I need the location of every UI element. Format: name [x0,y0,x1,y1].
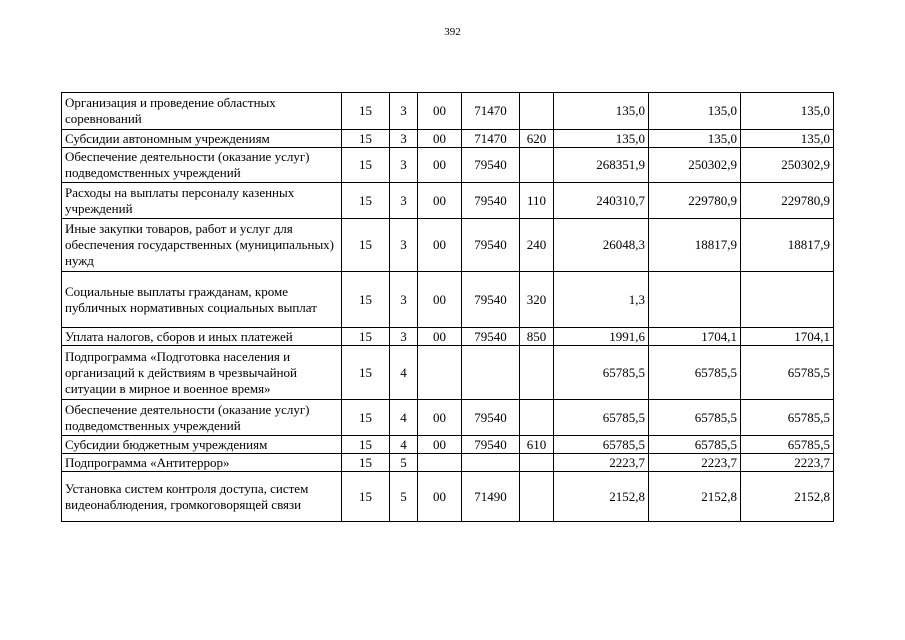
amount-year-3-cell: 135,0 [741,130,834,148]
amount-year-2-cell [649,272,741,328]
program-code-cell: 00 [418,130,462,148]
table-row [62,93,834,130]
amount-year-3-cell: 2152,8 [741,472,834,522]
chapter-code-cell: 15 [342,148,390,183]
subsection-code-cell: 3 [390,93,418,130]
row-name-cell: Установка систем контроля доступа, систем видеонаблюдения, громкоговорящей связи [62,472,342,522]
chapter-code-cell: 15 [342,400,390,436]
chapter-code-cell: 15 [342,436,390,454]
chapter-code-cell: 15 [342,454,390,472]
direction-code-cell: 71470 [462,130,520,148]
row-name-cell: Обеспечение деятельности (оказание услуг) подведомственных учреждений [62,148,342,183]
subsection-code-cell: 3 [390,183,418,219]
row-name-cell: Социальные выплаты гражданам, кроме публичных нормативных социальных выплат [62,272,342,328]
amount-year-2-cell: 65785,5 [649,400,741,436]
amount-year-3-cell: 65785,5 [741,436,834,454]
amount-year-2-cell: 1704,1 [649,328,741,346]
table-row [62,219,834,272]
direction-code-cell: 79540 [462,436,520,454]
amount-year-3-cell [741,272,834,328]
amount-year-1-cell: 65785,5 [554,400,649,436]
table-row [62,183,834,219]
amount-year-2-cell: 65785,5 [649,346,741,400]
program-code-cell [418,454,462,472]
direction-code-cell: 79540 [462,328,520,346]
program-code-cell: 00 [418,328,462,346]
subsection-code-cell: 3 [390,328,418,346]
amount-year-1-cell: 135,0 [554,130,649,148]
program-code-cell: 00 [418,148,462,183]
expense-type-code-cell: 850 [520,328,554,346]
row-name-cell: Подпрограмма «Антитеррор» [62,454,342,472]
table-row [62,472,834,522]
row-name-cell: Расходы на выплаты персоналу казенных учреждений [62,183,342,219]
amount-year-2-cell: 2223,7 [649,454,741,472]
expense-type-code-cell [520,400,554,436]
expense-type-code-cell [520,472,554,522]
program-code-cell: 00 [418,93,462,130]
direction-code-cell: 79540 [462,219,520,272]
amount-year-1-cell: 65785,5 [554,346,649,400]
subsection-code-cell: 3 [390,272,418,328]
direction-code-cell: 71470 [462,93,520,130]
amount-year-3-cell: 65785,5 [741,346,834,400]
amount-year-2-cell: 2152,8 [649,472,741,522]
subsection-code-cell: 5 [390,454,418,472]
amount-year-3-cell: 229780,9 [741,183,834,219]
direction-code-cell: 79540 [462,148,520,183]
amount-year-2-cell: 135,0 [649,130,741,148]
amount-year-2-cell: 65785,5 [649,436,741,454]
expense-type-code-cell: 320 [520,272,554,328]
amount-year-2-cell: 18817,9 [649,219,741,272]
program-code-cell: 00 [418,183,462,219]
subsection-code-cell: 3 [390,130,418,148]
expense-type-code-cell [520,148,554,183]
row-name-cell: Подпрограмма «Подготовка населения и организаций к действиям в чрезвычайной ситуации в мирное и военное время» [62,346,342,400]
amount-year-3-cell: 65785,5 [741,400,834,436]
expense-type-code-cell: 240 [520,219,554,272]
subsection-code-cell: 5 [390,472,418,522]
amount-year-2-cell: 135,0 [649,93,741,130]
chapter-code-cell: 15 [342,272,390,328]
amount-year-3-cell: 135,0 [741,93,834,130]
expense-type-code-cell [520,454,554,472]
expense-type-code-cell: 620 [520,130,554,148]
table-row [62,272,834,328]
amount-year-1-cell: 1,3 [554,272,649,328]
direction-code-cell: 71490 [462,472,520,522]
program-code-cell: 00 [418,272,462,328]
subsection-code-cell: 4 [390,346,418,400]
amount-year-1-cell: 268351,9 [554,148,649,183]
expense-type-code-cell [520,346,554,400]
table-row [62,148,834,183]
program-code-cell [418,346,462,400]
amount-year-1-cell: 2223,7 [554,454,649,472]
row-name-cell: Субсидии автономным учреждениям [62,130,342,148]
budget-table [61,92,834,522]
chapter-code-cell: 15 [342,219,390,272]
table-row [62,346,834,400]
program-code-cell: 00 [418,400,462,436]
amount-year-3-cell: 250302,9 [741,148,834,183]
amount-year-2-cell: 229780,9 [649,183,741,219]
expense-type-code-cell: 610 [520,436,554,454]
row-name-cell: Обеспечение деятельности (оказание услуг) подведомственных учреждений [62,400,342,436]
direction-code-cell [462,454,520,472]
row-name-cell: Иные закупки товаров, работ и услуг для обеспечения государственных (муниципальных) нужд [62,219,342,272]
table-row [62,328,834,346]
row-name-cell: Организация и проведение областных соревнований [62,93,342,130]
amount-year-1-cell: 1991,6 [554,328,649,346]
direction-code-cell [462,346,520,400]
table-row [62,436,834,454]
chapter-code-cell: 15 [342,472,390,522]
amount-year-1-cell: 135,0 [554,93,649,130]
amount-year-1-cell: 26048,3 [554,219,649,272]
chapter-code-cell: 15 [342,328,390,346]
table-row [62,400,834,436]
row-name-cell: Субсидии бюджетным учреждениям [62,436,342,454]
expense-type-code-cell: 110 [520,183,554,219]
table-body [62,93,834,522]
amount-year-3-cell: 18817,9 [741,219,834,272]
program-code-cell: 00 [418,436,462,454]
page-number: 392 [444,26,461,38]
program-code-cell: 00 [418,219,462,272]
program-code-cell: 00 [418,472,462,522]
amount-year-2-cell: 250302,9 [649,148,741,183]
direction-code-cell: 79540 [462,272,520,328]
amount-year-1-cell: 2152,8 [554,472,649,522]
direction-code-cell: 79540 [462,400,520,436]
amount-year-1-cell: 65785,5 [554,436,649,454]
chapter-code-cell: 15 [342,93,390,130]
amount-year-3-cell: 2223,7 [741,454,834,472]
chapter-code-cell: 15 [342,183,390,219]
subsection-code-cell: 3 [390,148,418,183]
table-row [62,454,834,472]
chapter-code-cell: 15 [342,346,390,400]
amount-year-1-cell: 240310,7 [554,183,649,219]
subsection-code-cell: 4 [390,436,418,454]
subsection-code-cell: 3 [390,219,418,272]
subsection-code-cell: 4 [390,400,418,436]
amount-year-3-cell: 1704,1 [741,328,834,346]
direction-code-cell: 79540 [462,183,520,219]
table-row [62,130,834,148]
expense-type-code-cell [520,93,554,130]
chapter-code-cell: 15 [342,130,390,148]
row-name-cell: Уплата налогов, сборов и иных платежей [62,328,342,346]
